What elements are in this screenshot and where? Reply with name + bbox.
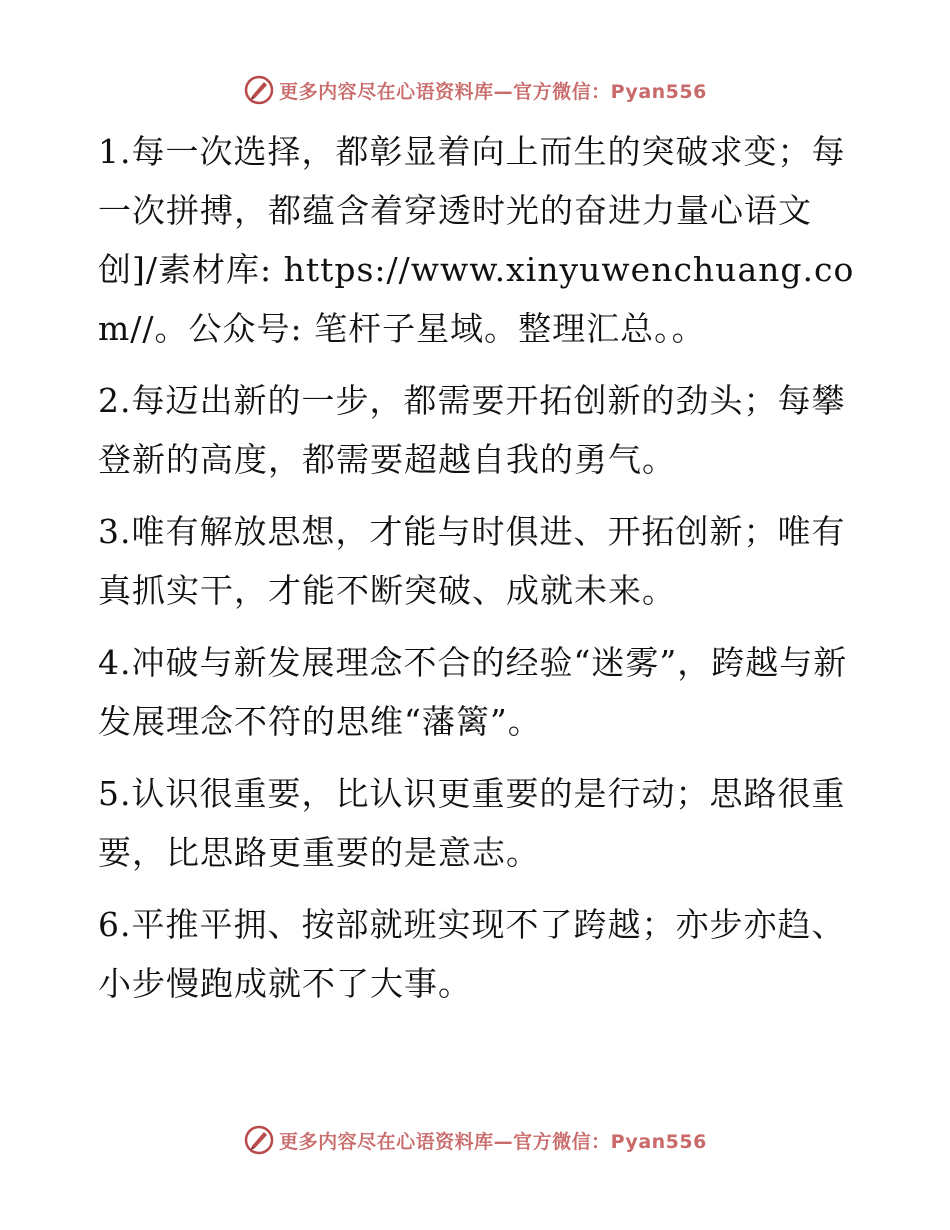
header-watermark [0, 70, 950, 110]
paragraph-1: 1.每一次选择，都彰显着向上而生的突破求变；每一次拼搏，都蕴含着穿透时光的奋进力量心语文创]/素材库: https://www.xinyuwenchuang.com//。公众号: 笔杆子星域。整理汇总。。 [98, 132, 855, 348]
paragraph-4: 4.冲破与新发展理念不合的经验“迷雾”，跨越与新发展理念不符的思维“藩篱”。 [98, 643, 848, 741]
paragraph-6: 6.平推平拥、按部就班实现不了跨越；亦步亦趋、小步慢跑成就不了大事。 [98, 905, 846, 1003]
paragraph-5: 5.认识很重要，比认识更重要的是行动；思路很重要，比思路更重要的是意志。 [98, 774, 846, 872]
paragraph-3: 3.唯有解放思想，才能与时俱进、开拓创新；唯有真抓实干，才能不断突破、成就未来。 [98, 512, 846, 610]
footer-watermark [0, 1120, 950, 1160]
pen-logo-icon [243, 1124, 275, 1156]
document-body [98, 122, 858, 1026]
pen-logo-icon [243, 74, 275, 106]
watermark-text: 更多内容尽在心语资料库—官方微信：Pyan556 [279, 80, 707, 103]
watermark-text: 更多内容尽在心语资料库—官方微信：Pyan556 [279, 1130, 707, 1153]
paragraph-2: 2.每迈出新的一步，都需要开拓创新的劲头；每攀登新的高度，都需要超越自我的勇气。 [98, 381, 846, 479]
